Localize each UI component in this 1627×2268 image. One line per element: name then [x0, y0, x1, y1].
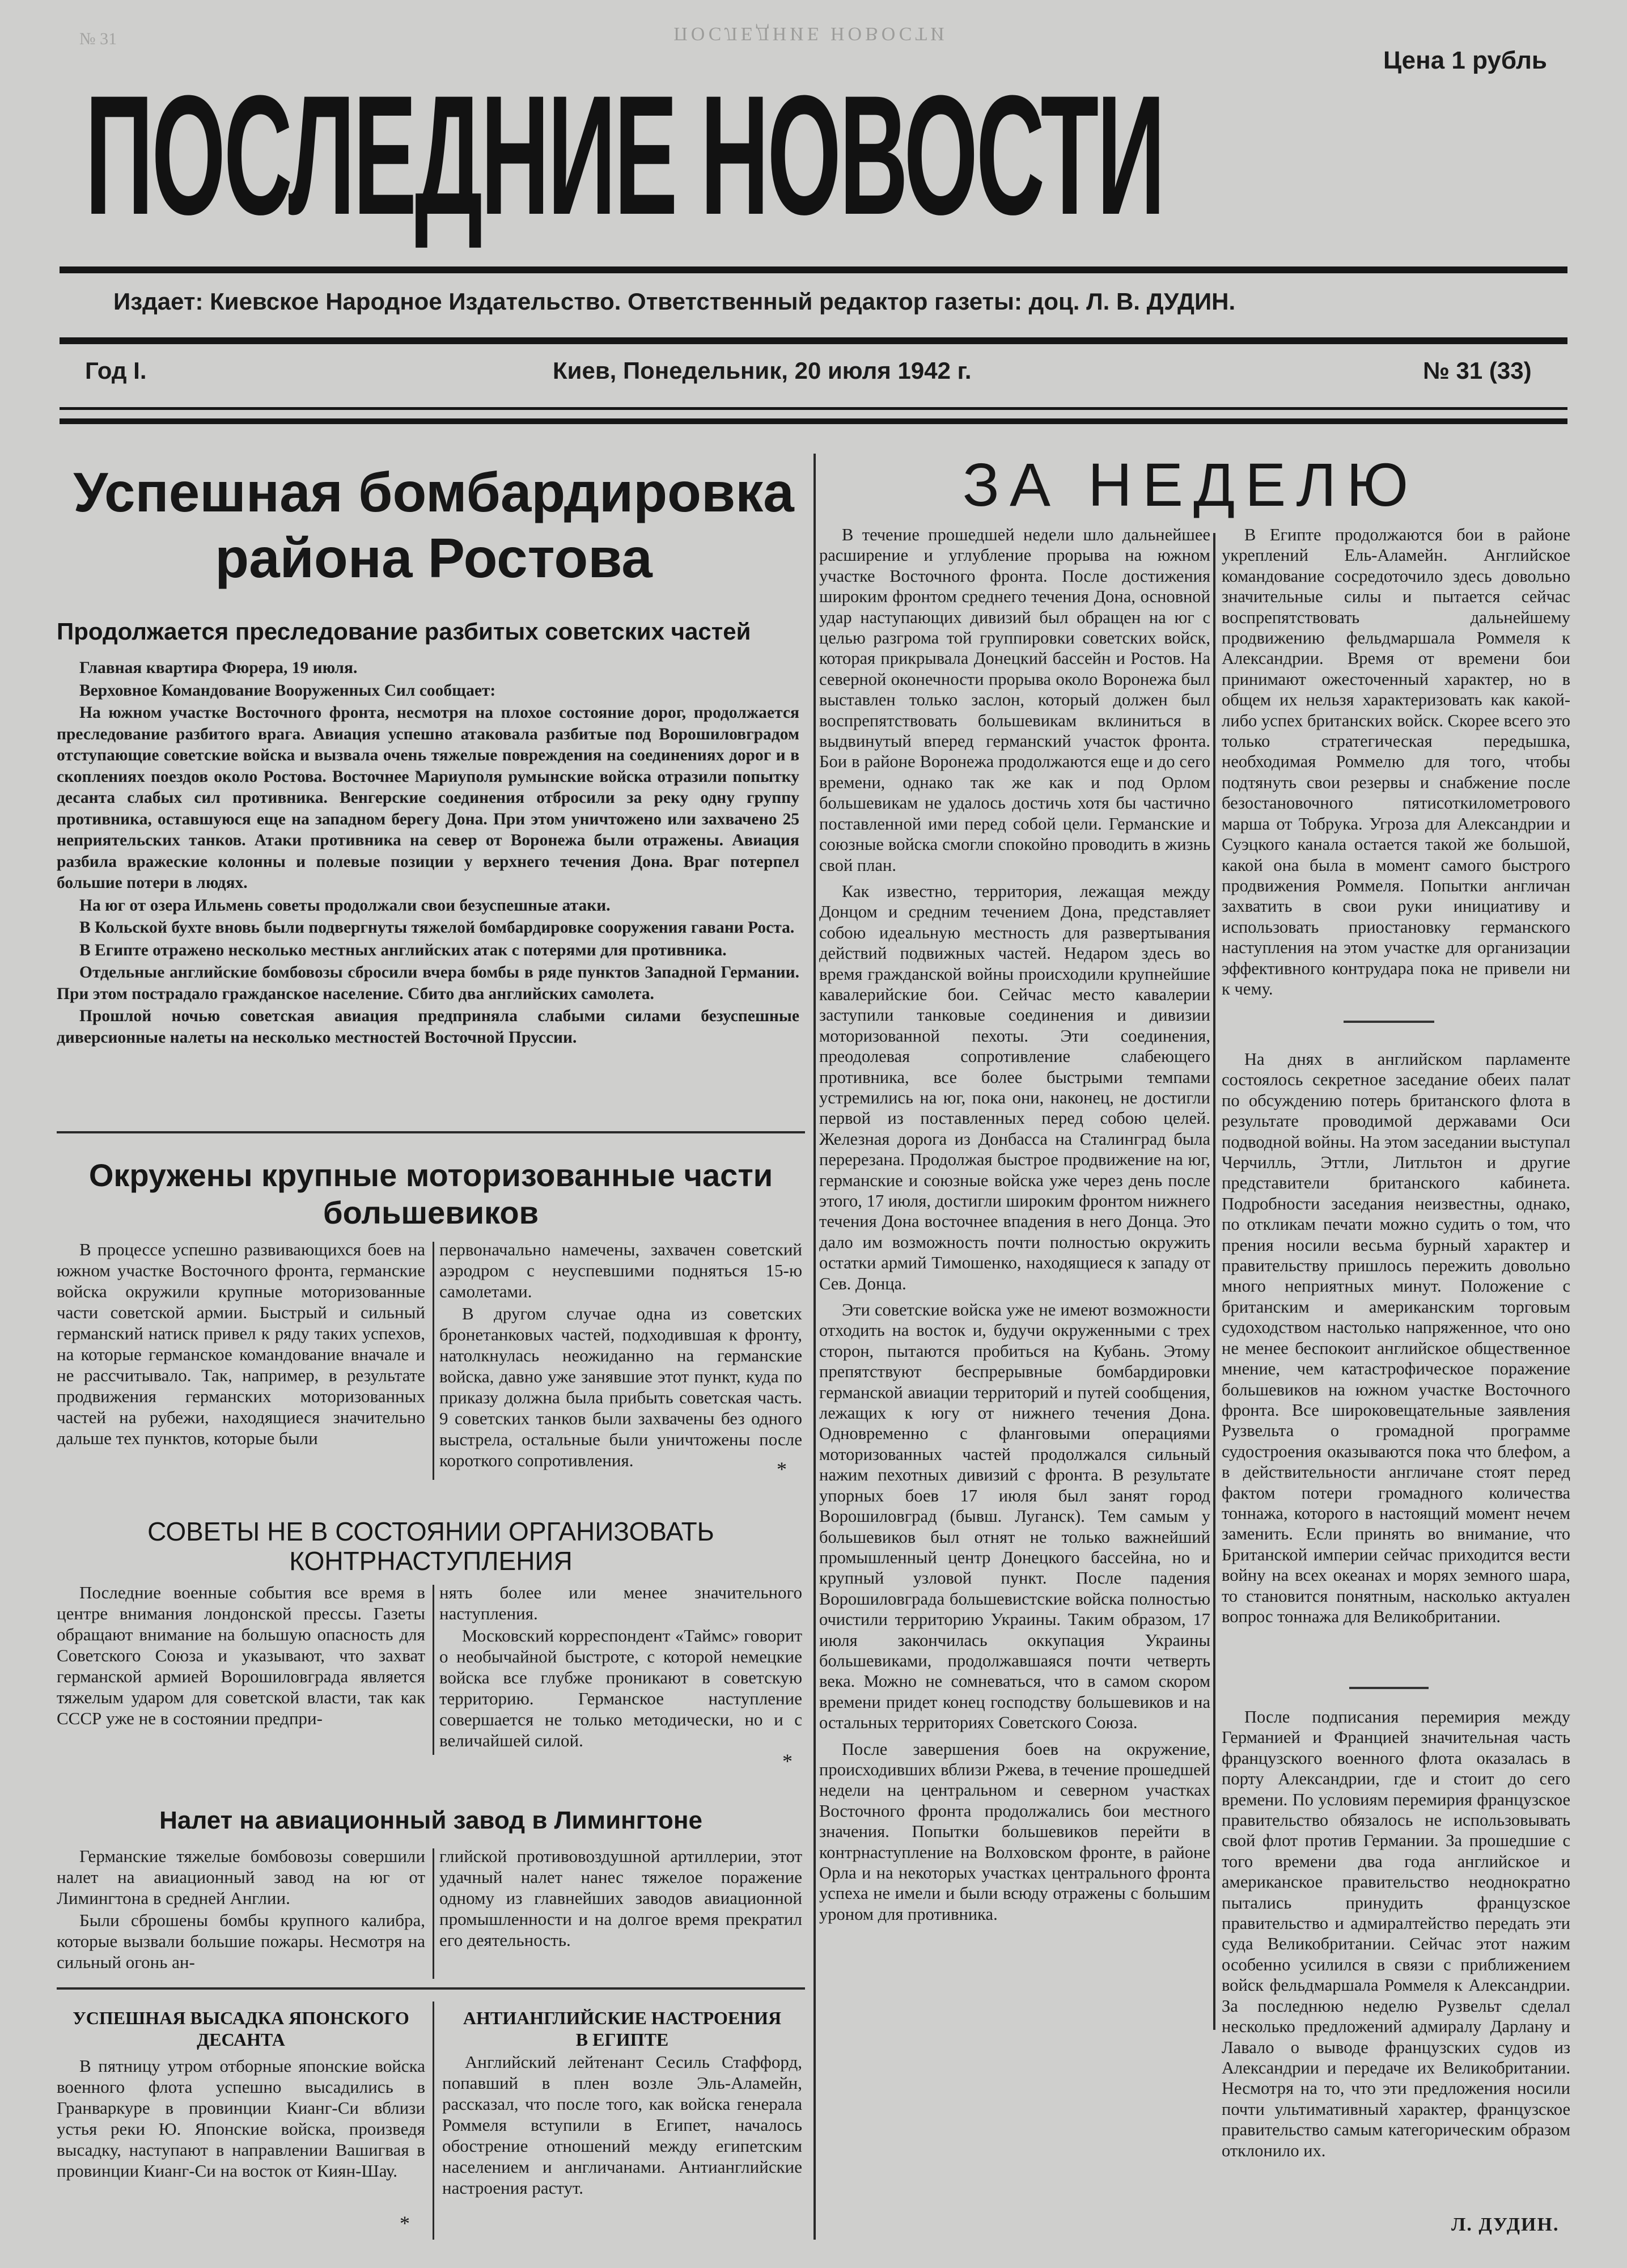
article7-paragraph: Эти советские войска уже не имеют возможности отходить на восток и, будучи окруженными с трех сторон, пытаются пробиться на Кубань. Этому препятствуют беспрерывные бомбардировки германской авиации территорий и путей сообщения, лежащих к югу от нижнего течения Дона. Одновременно с фланговыми операциями моторизованных частей продолжался сильный нажим пехотных дивизий с фронта. В результате упорных боев 17 июля был занят город Ворошиловград (бывш. Луганск). Тем самым у большевиков был отнят не только важнейший промышленный центр Донецкого бассейна, но и крупный узловой пункт. После падения Ворошиловграда большевистские войска полностью очистили территорию Украины. Таким образом, 17 июля закончилась оккупация Украины большевиками, продолжавшаяся почти четверть века. Можно не сомневаться, что в самом скором времени придет конец господству большевиков и на остальных территориях Советского Союза.	[819, 1300, 1210, 1733]
bleed-through-title: ПОСЛЕДНИЕ НОВОСТИ	[673, 23, 948, 44]
article2-headline-line1: Окружены крупные моторизованные части	[88, 1157, 773, 1193]
column-divider-right	[1213, 533, 1215, 2030]
price: Цена 1 рубль	[1383, 46, 1547, 74]
masthead-rule	[60, 266, 1567, 273]
volume-year: Год I.	[85, 357, 147, 384]
date-rule-lower	[60, 418, 1567, 424]
article2-col1	[57, 1239, 425, 1450]
column-divider-center	[814, 454, 816, 2240]
section-rule	[1349, 1687, 1429, 1689]
article1-headline	[62, 459, 805, 591]
article7-paragraph: На днях в английском парламенте состоялось секретное заседание обеих палат по обсуждению потерь британского флота в результате проводимой державами Оси подводной войны. На этом заседании выступал Черчилль, Эттли, Литльтон и другие представители британского кабинета. Подробности заседания неизвестны, однако, по откликам печати можно судить о том, что прения носили весьма бурный характер и правительству пришлось пережить довольно много неприятных минут. Положение с британским и американским торговым судоходством настолько напряженное, что оно не менее беспокоит английское общественное мнение, чем катастрофическое поражение большевиков на южном участке Восточного фронта. Все широковещательные заявления Рузвельта о громадной программе судостроения оказываются пока что блефом, а в действительности англичане стоят перед фактом потери громадного количества тоннажа, которого в настоящий момент нечем заменить. Если принять во внимание, что Британской империи сейчас приходится вести войну на всех океанах и морях земного шара, то становится понятным, насколько актуален вопрос тоннажа для Великобритании.	[1222, 1050, 1570, 1626]
article4-rule	[57, 1987, 805, 1990]
issue-number: № 31 (33)	[1423, 357, 1532, 384]
article3-headline-line2: КОНТРНАСТУПЛЕНИЯ	[289, 1546, 573, 1576]
article6-headline	[439, 2007, 805, 2050]
article5-paragraph: В пятницу утром отборные японские войска военного флота успешно высадились в Гранваркуре в провинции Кианг-Си вблизи устья реки Ю. Японские войска, произведя высадку, наступают в направлении Вашигвая в провинции Кианг-Си на восток от Киян-Шау.	[57, 2056, 425, 2181]
article7-paragraph: После подписания перемирия между Германией и Францией значительная часть французского военного флота оказалась в порту Александрии, где и стоит до сего времени. По условиям перемирия французское правительство обязалось не использовывать свой флот против Германии. За прошедшие с того времени два года английское и американское правительство неоднократно пытались принудить французское правительство и адмиралтейство передать эти суда Великобритании. Сейчас этот нажим особенно усилился в связи с приближением войск фельдмаршала Роммеля к Александрии. За последнюю неделю Рузвельт сделал несколько предложений адмиралу Дарлану и Лавало о выводе французских судов из Александрии и передаче их Великобритании. Несмотря на то, что эти предложения носили почти ультимативный характер, французское правительство самым категорическим образом отклонило их.	[1222, 1707, 1570, 2160]
article1-paragraph: Отдельные английские бомбовозы сбросили вчера бомбы в ряде пунктов Западной Германии. При этом пострадало гражданское население. Сбито два английских самолета.	[57, 963, 799, 1003]
article1-paragraph: На юг от озера Ильмень советы продолжали свои безуспешные атаки.	[79, 896, 611, 915]
article6-headline-line2: В ЕГИПТЕ	[575, 2029, 669, 2050]
article4-paragraph: глийской противовоздушной артиллерии, этот удачный налет нанес тяжелое поражение одному из главнейших заводов авиационной промышленности и на долгое время прекратил его деятельность.	[439, 1846, 802, 1950]
article3-paragraph: Московский корреспондент «Таймс» говорит о необычайной быстроте, с которой немецкие войска все глубже проникают в советскую территорию. Германское наступление совершается не только методически, но и с величайшей силой.	[439, 1626, 802, 1750]
separator-star: *	[777, 1458, 787, 1480]
article6-paragraph: Английский лейтенант Сесиль Стаффорд, попавший в плен возле Эль-Аламейн, рассказал, что после того, как войска генерала Роммеля вступили в Египет, началось обострение отношений между египетским населением и англичанами. Антианглийские настроения растут.	[442, 2052, 802, 2198]
article1-subhead: Продолжается преследование разбитых советских частей	[57, 618, 751, 645]
article7-headline: ЗА НЕДЕЛЮ	[962, 450, 1419, 519]
separator-star: *	[400, 2212, 410, 2235]
article5-body	[57, 2055, 425, 2182]
article3-divider	[433, 1585, 434, 1755]
newspaper-title: ПОСЛЕДНИЕ НОВОСТИ	[85, 60, 1164, 250]
article7-col1	[819, 524, 1210, 1926]
article3-col2	[439, 1582, 802, 1752]
article3-headline-line1: СОВЕТЫ НЕ В СОСТОЯНИИ ОРГАНИЗОВАТЬ	[147, 1517, 714, 1546]
article3-paragraph: нять более или менее значительного наступления.	[439, 1582, 802, 1623]
article7-col2	[1222, 524, 1570, 1000]
article3-paragraph: Последние военные события все время в центре внимания лондонской прессы. Газеты обращают внимание на большую опасность для Советского Союза и указывают, что захват германской армией Ворошиловграда является тяжелым ударом для советской власти, так как СССР уже не в состоянии предпри-	[57, 1582, 425, 1728]
article6-headline-line1: АНТИАНГЛИЙСКИЕ НАСТРОЕНИЯ	[463, 2008, 782, 2028]
article5-headline	[57, 2007, 425, 2050]
article5-divider	[433, 2002, 434, 2240]
article1-headline-line1: Успешная бомбардировка	[73, 461, 794, 523]
article1-paragraph: Главная квартира Фюрера, 19 июля.	[79, 659, 358, 677]
article4-divider	[433, 1848, 434, 1979]
article2-paragraph: первоначально намечены, захвачен советский аэродром с неуспевшими подняться 15-ю самолетами.	[439, 1239, 802, 1301]
article2-paragraph: В другом случае одна из советских бронетанковых частей, подходившая к фронту, натолкнулась неожиданно на германские войска, давно уже занявшие этот пункт, куда по приказу должна была прибыть советская часть. 9 советских танков были захвачены без одного выстрела, остальные были уничтожены после короткого сопротивления.	[439, 1304, 802, 1470]
article1-paragraph: Верховное Командование Вооруженных Сил сообщает:	[79, 681, 496, 700]
article4-paragraph: Были сброшены бомбы крупного калибра, которые вызвали большие пожары. Несмотря на сильный огонь ан-	[57, 1910, 425, 1972]
article7-paragraph: В течение прошедшей недели шло дальнейшее расширение и углубление прорыва на южном участке Восточного фронта. После достижения широким фронтом среднего течения Дона, основной удар наступающих дивизий был обращен на юг с целью разгрома той группировки советских войск, которая прикрывала Донецкий бассейн и Ростов. На северной оконечности прорыва около Воронежа был выставлен только заслон, который должен был воспрепятствовать большевикам вклиниться в выдвинутый вперед германский участок фронта. Бои в районе Воронежа продолжаются еще и до сего времени, однако так же как и под Орлом большевикам не удалось достичь хотя бы частично поставленной ими перед собой цели. Германские и союзные войска смогли спокойно проводить в жизнь свой план.	[819, 525, 1210, 875]
article2-col2	[439, 1239, 802, 1472]
article7-paragraph: Как известно, территория, лежащая между Донцом и средним течением Дона, представляет собою идеальную местность для развертывания действий подвижных частей. Недаром здесь во время гражданской войны происходили крупнейшие кавалерийские бои. Сейчас место кавалерии заступили танковые соединения и дивизии моторизованной пехоты. Эти соединения, преодолевая сопротивление слабеющего противника, все более быстрыми темпами устремились на юг, пока они, наконец, не достигли первой из поставленных перед собою целей. Железная дорога из Донбасса на Сталинград была перерезана. Продолжая быстрое продвижение на юг, германские и союзные войска уже через день после этого, 17 июля, достигли широким фронтом нижнего течения Дона восточнее впадения в него Донца. Это дало им возможность почти полностью окружить остатки армий Тимошенко, находящиеся к западу от Сев. Донца.	[819, 881, 1210, 1293]
article6-body	[442, 2051, 802, 2199]
article1-rule	[57, 1131, 805, 1133]
article7-paragraph: После завершения боев на окружение, происходивших вблизи Ржева, в течение прошедшей недели на центральном и северном участках Восточного фронта продолжались бои местного значения. Попытки большевиков перейти в контрнаступление на Волховском фронте, в районе Орла и на некоторых участках центрального фронта успеха не имели и были всюду отражены с большим уроном для противника.	[819, 1739, 1210, 1924]
article3-headline	[57, 1517, 805, 1576]
article5-headline-line1: УСПЕШНАЯ ВЫСАДКА ЯПОНСКОГО	[73, 2008, 409, 2028]
article2-divider	[433, 1242, 434, 1480]
publisher-line: Издает: Киевское Народное Издательство. Ответственный редактор газеты: доц. Л. В. ДУДИН.	[113, 288, 1236, 315]
article7-paragraph: В Египте продолжаются бои в районе укреплений Ель-Аламейн. Английское командование сосредоточило здесь довольно значительные силы и пытается сейчас воспрепятствовать дальнейшему продвижению фельдмаршала Роммеля к Александрии. Время от времени бои принимают ожесточенный характер, но в общем их нельзя характеризовать как какой-либо успех британских войск. Скорее всего это только стратегическая передышка, необходимая Роммелю для того, чтобы подтянуть свои резервы и снабжение после безостановочного пятисоткилометрового марша от Тобрука. Угроза для Александрии и Суэцкого канала остается такой же большой, какой она была в момент самого быстрого продвижения Роммеля. Попытки англичан захватить в свои руки инициативу и использовать приостановку германского наступления на этом участке для организации эффективного контрудара пока не привели ни к чему.	[1222, 525, 1571, 998]
section-rule	[1344, 1021, 1434, 1023]
issue-date: Киев, Понедельник, 20 июля 1942 г.	[553, 357, 972, 384]
article4-col2	[439, 1846, 802, 1952]
article3-col1	[57, 1582, 425, 1730]
article2-paragraph: В процессе успешно развивающихся боев на южном участке Восточного фронта, германские войска окружили крупные моторизованные части советской армии. Быстрый и сильный германский натиск привел к ряду таких успехов, на которые германское командование вначале и не рассчитывало. Так, например, в результате продвижения германских моторизованных частей на рубежи, находящиеся значительно дальше тех пунктов, которые были	[57, 1239, 425, 1448]
article2-headline-line2: большевиков	[323, 1195, 539, 1230]
article2-headline	[57, 1157, 805, 1232]
article4-paragraph: Германские тяжелые бомбовозы совершили налет на авиационный завод на юг от Лимингтона в средней Англии.	[57, 1846, 425, 1908]
article1-paragraph: Прошлой ночью советская авиация предприняла слабыми силами безуспешные диверсионные налеты на несколько местностей Восточной Пруссии.	[57, 1007, 799, 1047]
article1-body	[57, 658, 799, 1050]
author-signature: Л. ДУДИН.	[1451, 2214, 1560, 2235]
publisher-rule	[60, 337, 1567, 344]
article1-paragraph: На южном участке Восточного фронта, несмотря на плохое состояние дорог, продолжается преследование разбитого врага. Авиация успешно атаковала разбитые под Ворошиловградом отступающие советские войска и вызвала очень тяжелые повреждения на соединениях дорог и в скоплениях поездов около Ростова. Восточнее Мариуполя румынские войска отразили попытку десанта слабых сил противника. Венгерские соединения отбросили за реку одну группу противника, оставшуюся еще на западном берегу Дона. При этом уничтожено или захвачено 25 неприятельских танков. Атаки противника на север от Воронежа были отражены. Авиация разбила вражеские колонны и полевые позиции у верхнего течения Дона. Враг потерпел большие потери в людях.	[57, 704, 799, 892]
article7-col2-part2	[1222, 1049, 1570, 1628]
article4-col1	[57, 1846, 425, 1974]
separator-star: *	[782, 1750, 793, 1772]
article1-paragraph: В Кольской бухте вновь были подвергнуты тяжелой бомбардировке сооружения гавани Роста.	[79, 919, 795, 937]
article1-paragraph: В Египте отражено несколько местных английских атак с потерями для противника.	[79, 941, 727, 959]
bleed-through-number: № 31	[79, 29, 117, 48]
date-rule-upper	[60, 407, 1567, 410]
article5-headline-line2: ДЕСАНТА	[197, 2029, 285, 2050]
article1-headline-line2: района Ростова	[215, 527, 653, 589]
article4-headline: Налет на авиационный завод в Лимингтоне	[159, 1806, 702, 1834]
article7-col2-part3	[1222, 1707, 1570, 2162]
